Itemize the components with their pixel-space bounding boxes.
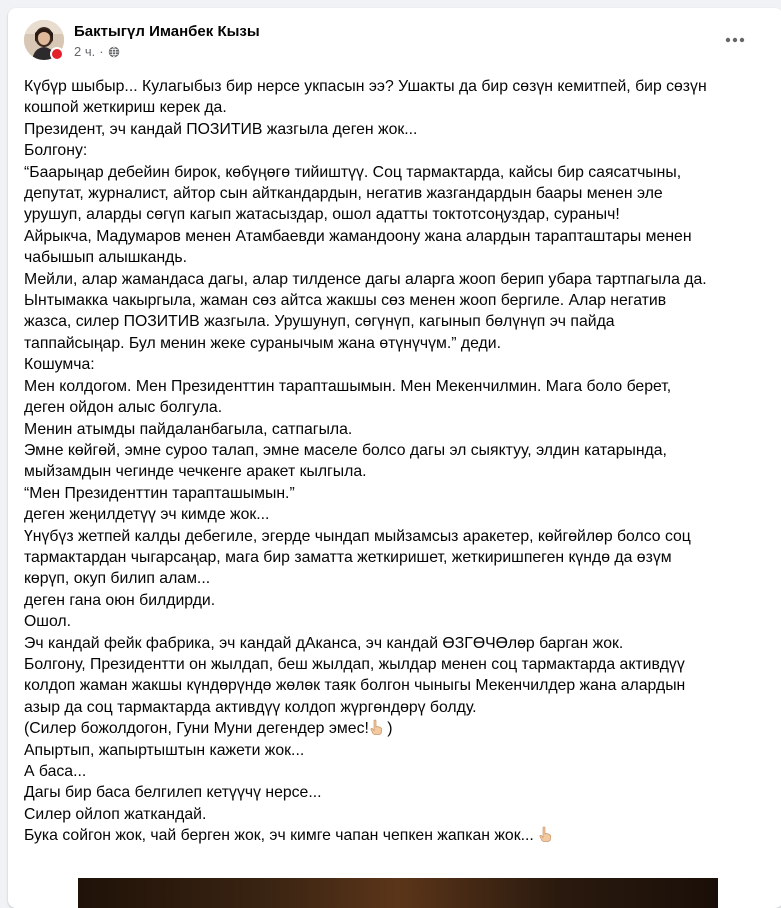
post-line: Дагы бир баса белгилеп кетүүчү нерсе... bbox=[24, 784, 322, 802]
post-line-with-emoji bbox=[24, 825, 769, 846]
post-line: Үнүбүз жетпей калды дебегиле, эгерде чындап мыйзамсыз аракетер, көйгөйлөр болсо соц bbox=[24, 527, 691, 545]
post-line: Болгону: bbox=[24, 142, 88, 160]
post-line: таппайсыңар. Бул менин жеке суранычым жана өтүнүчүм.” деди. bbox=[24, 334, 501, 352]
post-line: деген жеңилдетүү эч кимде жок... bbox=[24, 506, 270, 524]
pointing-up-hand-icon bbox=[538, 826, 552, 842]
post-text bbox=[24, 76, 769, 847]
post-card bbox=[8, 8, 781, 908]
post-line: Күбүр шыбыр... Кулагыбыз бир нерсе укпасын ээ? Ушакты да бир сөзүн кемитпей, бир сөзүн bbox=[24, 78, 707, 95]
post-time-link[interactable]: 2 ч. bbox=[74, 44, 96, 59]
post-line: урушуп, аларды сөгүп кагып жатасыздар, ошол адатты токтотсоңуздар, сураныч! bbox=[24, 206, 620, 224]
post-line: деген гана оюн билдирди. bbox=[24, 591, 216, 609]
author-name-link[interactable]: Бактыгүл Иманбек Кызы bbox=[74, 23, 260, 40]
meta-separator: · bbox=[99, 44, 104, 59]
globe-icon[interactable] bbox=[108, 46, 120, 58]
post-line-text: Бука сойгон жок, чай берген жок, эч кимге чапан чепкен жапкан жок... bbox=[24, 827, 534, 845]
post-line: Кошумча: bbox=[24, 356, 95, 374]
post-image[interactable] bbox=[78, 878, 718, 908]
post-header bbox=[8, 8, 781, 70]
post-line: чабышып алышкандь. bbox=[24, 249, 188, 267]
post-line-text: (Силер божолдогон, Гуни Муни дегендер эмес! bbox=[24, 720, 369, 738]
post-line: Мен колдогом. Мен Президенттин тарапташымын. Мен Мекенчилмин. Мага боло берет, bbox=[24, 377, 672, 395]
post-line: кошпой жеткириш керек да. bbox=[24, 99, 227, 117]
post-line: “Мен Президенттин тарапташымын.” bbox=[24, 484, 295, 502]
post-line: көрүп, окуп билип алам... bbox=[24, 570, 211, 588]
post-line: колдоп жаман жакшы күндөрүндө жөлөк таяк болгон чыныгы Мекенчилдер жана алардын bbox=[24, 677, 686, 695]
post-line: Эч кандай фейк фабрика, эч кандай дАканса, эч кандай ӨЗГӨЧӨлөр барган жок. bbox=[24, 634, 624, 652]
post-line: Ынтымакка чакыргыла, жаман сөз айтса жакшы сөз менен жооп бергиле. Алар негатив bbox=[24, 292, 667, 310]
post-line: Апыртып, жапыртыштын кажети жок... bbox=[24, 741, 305, 759]
post-line: жазса, силер ПОЗИТИВ жазгыла. Урушунуп, сөгүнүп, кагынып бөлүнүп эч пайда bbox=[24, 313, 615, 331]
more-options-button[interactable] bbox=[721, 26, 749, 54]
post-line: Эмне көйгөй, эмне суроо талап, эмне маселе болсо дагы эл сыяктуу, элдин катарында, bbox=[24, 441, 667, 459]
post-line: депутат, журналист, айтор сын айткандардын, негатив жазгандардын баары менен эле bbox=[24, 185, 663, 203]
post-line: “Баарыңар дебейин бирок, көбүңөгө тийиштүү. Соц тармактарда, кайсы бир саясатчыны, bbox=[24, 163, 682, 181]
post-line-suffix: ) bbox=[382, 720, 393, 738]
post-line: мыйзамдын чегинде чечкенге аракет кылгыла. bbox=[24, 463, 367, 481]
post-line: А баса... bbox=[24, 763, 87, 780]
pointing-up-hand-icon bbox=[369, 719, 383, 735]
more-horizontal-icon bbox=[725, 37, 745, 43]
post-meta bbox=[74, 44, 120, 59]
post-line: Айрыкча, Мадумаров менен Атамбаевди жамандоону жана алардын тарапташтары менен bbox=[24, 227, 692, 245]
post-line: Ошол. bbox=[24, 613, 72, 631]
post-line: Болгону, Президентти он жылдап, беш жылдап, жылдар менен соц тармактарда активдүү bbox=[24, 655, 685, 673]
post-line: Президент, эч кандай ПОЗИТИВ жазгыла деген жок... bbox=[24, 120, 418, 138]
post-line: деген ойдон алыс болгула. bbox=[24, 399, 223, 417]
post-line: Мейли, алар жамандаса дагы, алар тилденсе дагы аларга жооп берип убара тартпагыла да. bbox=[24, 270, 707, 288]
post-line: Силер ойлоп жаткандай. bbox=[24, 805, 207, 823]
post-line: азыр да соц тармактарда активдүү колдоп жүргөндөрү болду. bbox=[24, 698, 477, 716]
post-line-with-emoji bbox=[24, 718, 769, 739]
avatar-flag-badge bbox=[50, 47, 64, 61]
post-line: тармактардан чыгарсаңар, мага бир заматта жеткиришет, жеткиришпеген күндө да өзүм bbox=[24, 548, 672, 566]
post-line: Менин атымды пайдаланбагыла, сатпагыла. bbox=[24, 420, 353, 438]
